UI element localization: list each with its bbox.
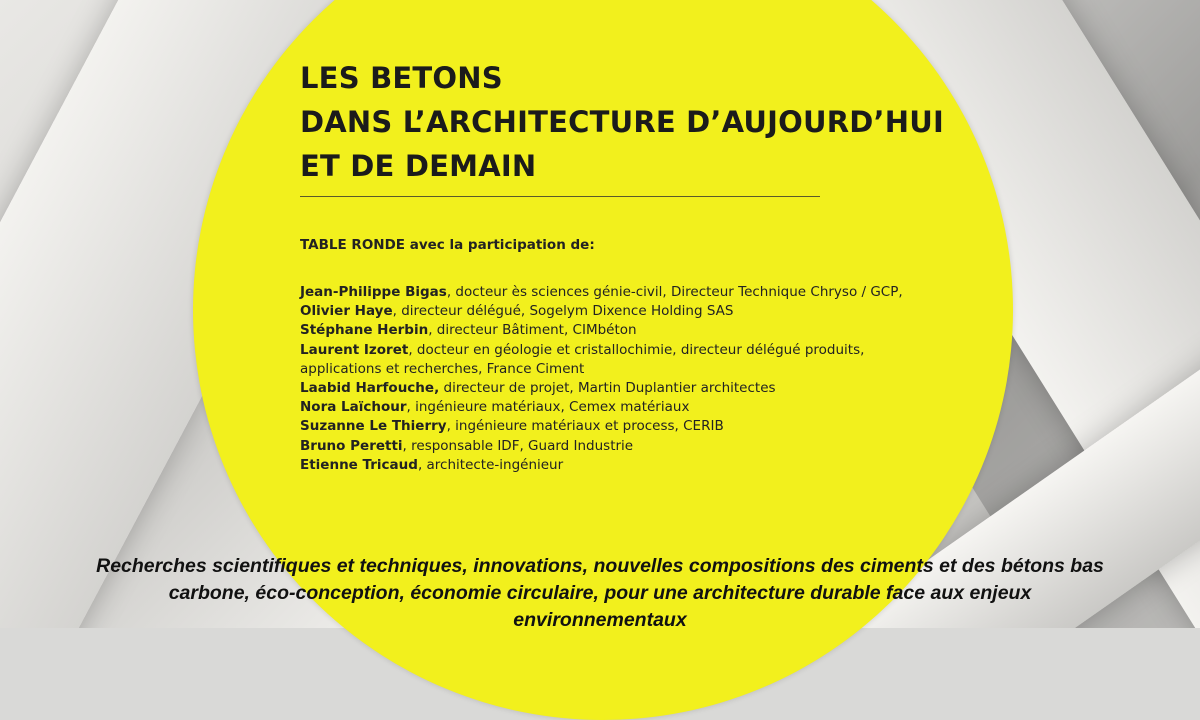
participant-item — [300, 360, 903, 379]
participant-item — [300, 437, 903, 456]
participant-name: Olivier Haye — [300, 303, 393, 320]
participant-item — [300, 398, 903, 417]
participant-name: Bruno Peretti — [300, 437, 403, 454]
participants-list — [300, 283, 903, 475]
participant-role: applications et recherches, France Ciment — [300, 360, 585, 377]
participant-role: , architecte-ingénieur — [417, 456, 564, 473]
title-line-2: DANS L’ARCHITECTURE D’AUJOURD’HUI — [300, 105, 944, 139]
participant-role: , directeur délégué, Sogelym Dixence Holding SAS — [392, 303, 734, 320]
participant-role: , ingénieure matériaux, Cemex matériaux — [406, 399, 690, 416]
participant-name: Jean-Philippe Bigas — [300, 284, 447, 300]
title-line-1: LES BETONS — [300, 61, 503, 95]
participant-name: Etienne Tricaud — [300, 456, 418, 473]
title-divider — [300, 196, 820, 197]
participant-item — [300, 283, 903, 302]
participant-name: Laurent Izoret — [300, 341, 409, 358]
round-table-subtitle: TABLE RONDE avec la participation de: — [300, 237, 595, 253]
participant-role: , docteur en géologie et cristallochimie, directeur délégué produits, — [408, 341, 865, 358]
event-tagline — [0, 553, 1200, 634]
participant-name: Suzanne Le Thierry — [300, 418, 447, 435]
participant-item — [300, 321, 903, 340]
participant-item — [300, 417, 903, 436]
participant-name: Nora Laïchour — [300, 399, 407, 416]
participant-role: , directeur Bâtiment, CIMbéton — [428, 322, 637, 339]
participant-name: Laabid Harfouche, — [300, 380, 440, 397]
tagline-line-2: carbone, éco-conception, économie circulaire, pour une architecture durable face aux enjeux — [168, 582, 1032, 604]
participant-role: , ingénieure matériaux et process, CERIB — [446, 418, 724, 435]
participant-item — [300, 379, 903, 398]
participant-role: , docteur ès sciences génie-civil, Directeur Technique Chryso / GCP, — [446, 284, 903, 300]
participant-item — [300, 456, 903, 475]
event-title — [300, 56, 944, 188]
participant-role: directeur de projet, Martin Duplantier architectes — [439, 380, 776, 397]
participant-item — [300, 341, 903, 360]
tagline-line-3: environnementaux — [513, 609, 687, 631]
participant-name: Stéphane Herbin — [300, 322, 429, 339]
participant-item — [300, 302, 903, 321]
tagline-line-1: Recherches scientifiques et techniques, innovations, nouvelles compositions des ciments et des bétons bas — [96, 555, 1104, 577]
participant-role: , responsable IDF, Guard Industrie — [402, 437, 634, 454]
title-line-3: ET DE DEMAIN — [300, 149, 537, 183]
